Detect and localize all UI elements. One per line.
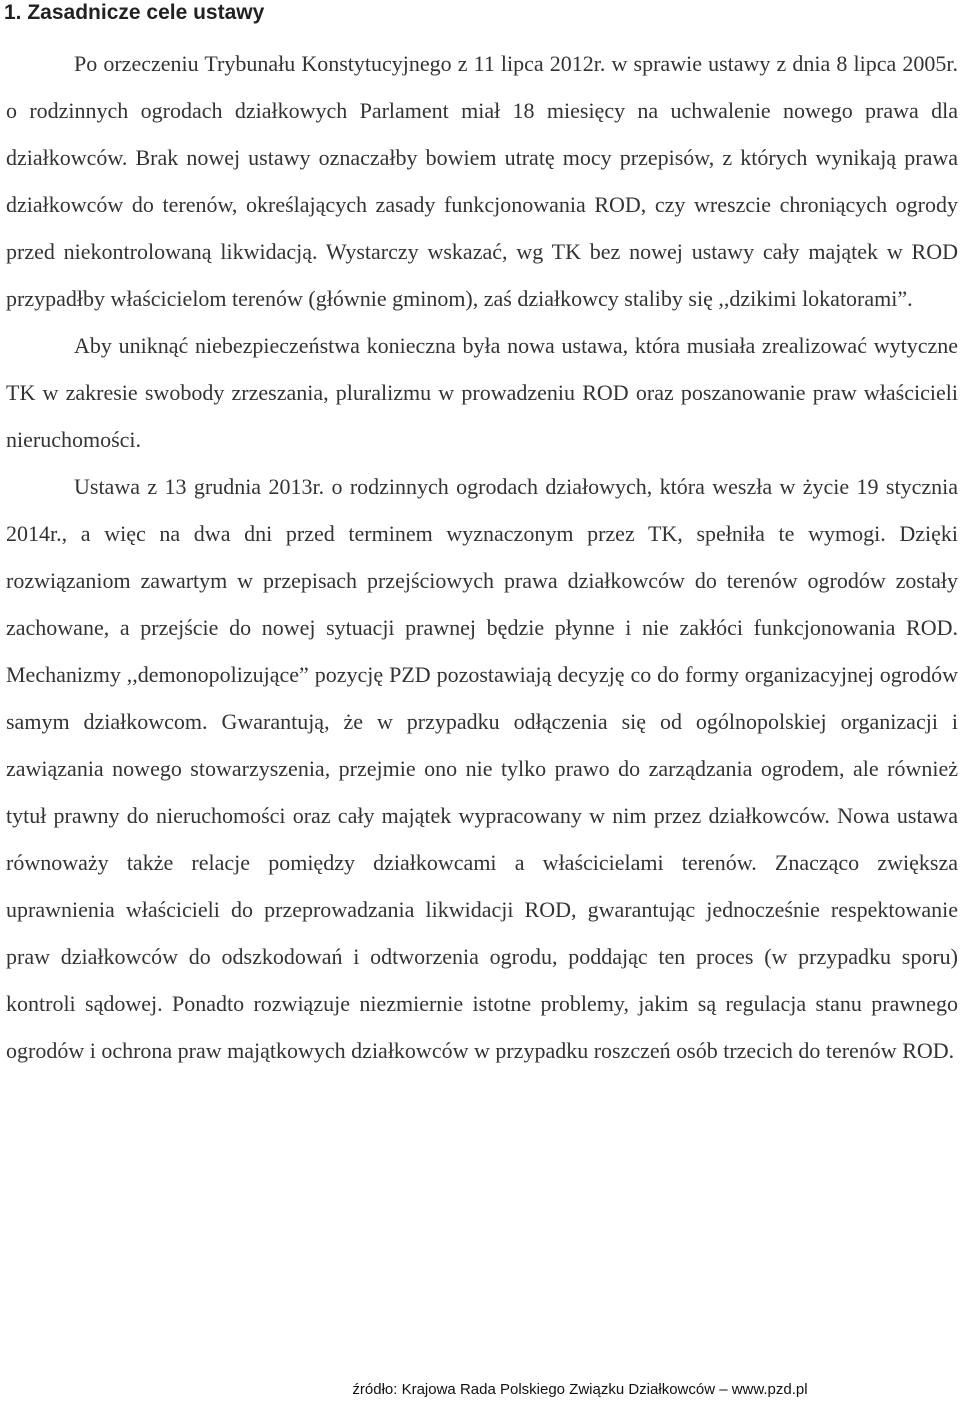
section-heading: 1. Zasadnicze cele ustawy: [4, 1, 265, 24]
source-footer: źródło: Krajowa Rada Polskiego Związku Działkowców – www.pzd.pl: [352, 1381, 808, 1398]
paragraph: Ustawa z 13 grudnia 2013r. o rodzinnych ogrodach działowych, która weszła w życie 19 stycznia 2014r., a więc na dwa dni przed terminem wyznaczonym przez TK, spełniła te wymogi. Dzięki rozwiązaniom zawartym w przepisach przejściowych prawa działkowców do terenów ogrodów zostały zachowane, a przejście do nowej sytuacji prawnej będzie płynne i nie zakłóci funkcjonowania ROD. Mechanizmy ,,demonopolizujące” pozycję PZD pozostawiają decyzję co do formy organizacyjnej ogrodów samym działkowcom. Gwarantują, że w przypadku odłączenia się od ogólnopolskiej organizacji i zawiązania nowego stowarzyszenia, przejmie ono nie tylko prawo do zarządzania ogrodem, ale również tytuł prawny do nieruchomości oraz cały majątek wypracowany w nim przez działkowców. Nowa ustawa równoważy także relacje pomiędzy działkowcami a właścicielami terenów. Znacząco zwiększa uprawnienia właścicieli do przeprowadzania likwidacji ROD, gwarantując jednocześnie respektowanie praw działkowców do odszkodowań i odtworzenia ogrodu, poddając ten proces (w przypadku sporu) kontroli sądowej. Ponadto rozwiązuje niezmiernie istotne problemy, jakim są regulacja stanu prawnego ogrodów i ochrona praw majątkowych działkowców w przypadku roszczeń osób trzecich do terenów ROD.: [6, 474, 958, 1063]
paragraph: Aby uniknąć niebezpieczeństwa konieczna była nowa ustawa, która musiała zrealizować wytyczne TK w zakresie swobody zrzeszania, pluralizmu w prowadzeniu ROD oraz poszanowanie praw właścicieli nieruchomości.: [6, 333, 958, 452]
document-body: [6, 40, 958, 1074]
paragraph: Po orzeczeniu Trybunału Konstytucyjnego z 11 lipca 2012r. w sprawie ustawy z dnia 8 lipca 2005r. o rodzinnych ogrodach działkowych Parlament miał 18 miesięcy na uchwalenie nowego prawa dla działkowców. Brak nowej ustawy oznaczałby bowiem utratę mocy przepisów, z których wynikają prawa działkowców do terenów, określających zasady funkcjonowania ROD, czy wreszcie chroniących ogrody przed niekontrolowaną likwidacją. Wystarczy wskazać, wg TK bez nowej ustawy cały majątek w ROD przypadłby właścicielom terenów (głównie gminom), zaś działkowcy staliby się ,,dzikimi lokatorami”.: [6, 51, 958, 311]
